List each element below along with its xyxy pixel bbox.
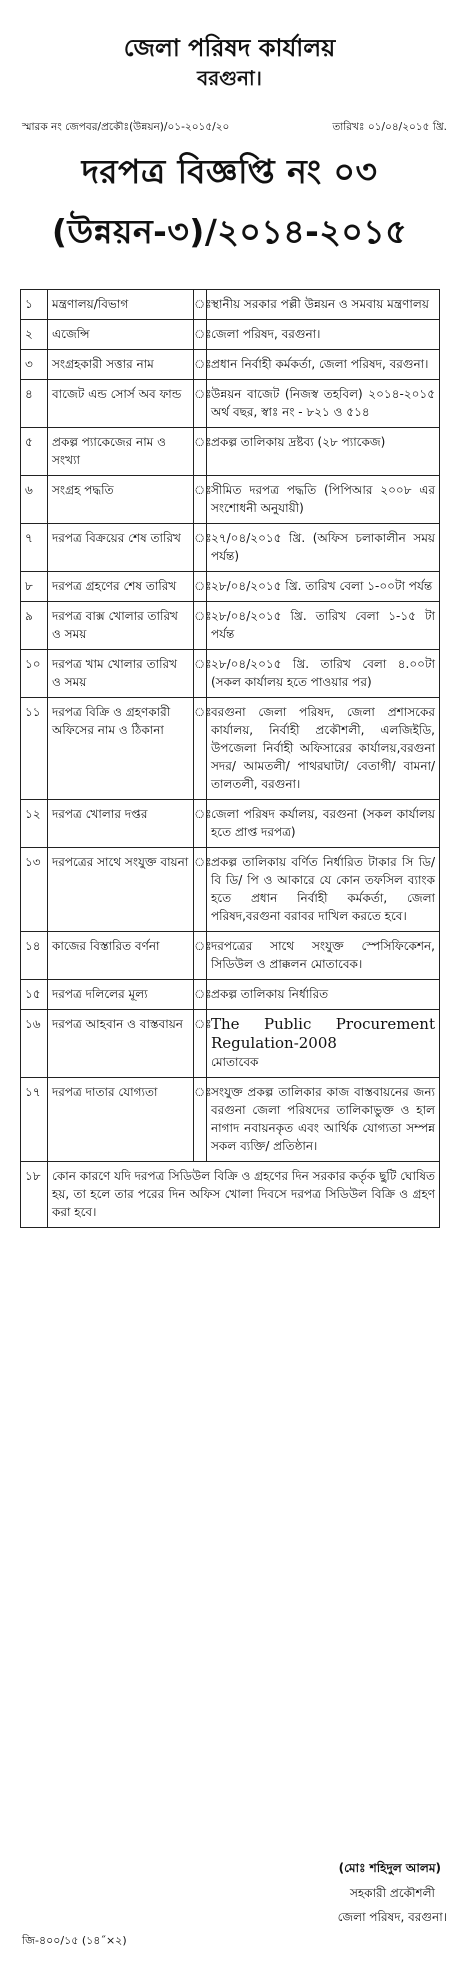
row-serial: ১৫: [21, 980, 48, 1010]
row-value-suffix: মোতাবেক: [211, 1054, 259, 1069]
row-label: দরপত্রের সাথে সংযুক্ত বায়না: [48, 848, 194, 932]
signatory-title: সহকারী প্রকৌশলী: [349, 1886, 435, 1900]
row-label: এজেন্সি: [48, 320, 194, 350]
row-colon: ঃ: [194, 698, 207, 800]
row-colon: ঃ: [194, 932, 207, 980]
row-colon: ঃ: [194, 320, 207, 350]
row-colon: ঃ: [194, 848, 207, 932]
row-colon: ঃ: [194, 290, 207, 320]
row-label: দরপত্র দাতার যোগ্যতা: [48, 1077, 194, 1161]
row-value: ২৮/০৪/২০১৫ খ্রি. তারিখ বেলা ১-১৫ টা পর্যন্ত: [207, 602, 440, 650]
table-row: [21, 350, 440, 380]
table-row: [21, 800, 440, 848]
notice-subtitle: (উন্নয়ন-৩)/২০১৪-২০১৫: [51, 212, 408, 251]
table-row: [21, 524, 440, 572]
table-row: [21, 428, 440, 476]
row-label: দরপত্র বাক্স খোলার তারিখ ও সময়: [48, 602, 194, 650]
memo-number: স্মারক নং জেপবর/প্রকৌঃ(উন্নয়ন)/০১-২০১৫/২০: [22, 121, 230, 133]
row-colon: ঃ: [194, 476, 207, 524]
table-row: [21, 650, 440, 698]
row-serial: ১৭: [21, 1077, 48, 1161]
table-row: [21, 848, 440, 932]
row-serial: ২: [21, 320, 48, 350]
table-row: [21, 932, 440, 980]
row-colon: ঃ: [194, 1010, 207, 1078]
row-colon: ঃ: [194, 602, 207, 650]
row-colon: ঃ: [194, 524, 207, 572]
row-label: দরপত্র খাম খোলার তারিখ ও সময়: [48, 650, 194, 698]
tender-details-table: [20, 289, 440, 1228]
row-serial: ১২: [21, 800, 48, 848]
row-serial: ৮: [21, 572, 48, 602]
row-label: দরপত্র দলিলের মূল্য: [48, 980, 194, 1010]
signatory-office: জেলা পরিষদ, বরগুনা।: [337, 1910, 447, 1924]
memo-date: তারিখঃ ০১/০৪/২০১৫ খ্রি.: [332, 121, 447, 133]
table-row: [21, 380, 440, 428]
row-serial: ৭: [21, 524, 48, 572]
row-value: জেলা পরিষদ, বরগুনা।: [207, 320, 440, 350]
row-value: সীমিত দরপত্র পদ্ধতি (পিপিআর ২০০৮ এর সংশোধনী অনুযায়ী): [207, 476, 440, 524]
row-note-text: কোন কারণে যদি দরপত্র সিডিউল বিক্রি ও গ্রহণের দিন সরকার কর্তৃক ছুটি ঘোষিত হয়, তা হলে তার পরের দিন অফিস খোলা দিবসে দরপত্র সিডিউল বিক্রি ও গ্রহণ করা হবে।: [48, 1161, 440, 1227]
row-value: জেলা পরিষদ কর্যালয়, বরগুনা (সকল কার্যালয় হতে প্রাপ্ত দরপত্র): [207, 800, 440, 848]
row-value: সংযুক্ত প্রকল্প তালিকার কাজ বাস্তবায়নের জন্য বরগুনা জেলা পরিষদের তালিকাভুক্ত ও হাল নাগাদ নবায়নকৃত এবং আর্থিক যোগ্যতা সম্পন্ন সকল ব্যক্তি/ প্রতিষ্ঠান।: [207, 1077, 440, 1161]
row-colon: ঃ: [194, 980, 207, 1010]
office-location: বরগুনা।: [197, 66, 262, 90]
table-row: [21, 602, 440, 650]
row-label: দরপত্র আহবান ও বাস্তবায়ন: [48, 1010, 194, 1078]
notice-title: দরপত্র বিজ্ঞপ্তি নং ০৩: [81, 152, 378, 191]
row-value: প্রকল্প তালিকায় নির্ধারিত: [207, 980, 440, 1010]
row-value: ২৮/০৪/২০১৫ খ্রি. তারিখ বেলা ১-০০টা পর্যন্ত: [207, 572, 440, 602]
row-serial: ১১: [21, 698, 48, 800]
row-value: বরগুনা জেলা পরিষদ, জেলা প্রশাসকের কার্যালয়, নির্বাহী প্রকৌশলী, এলজিইডি, উপজেলা নির্বাহী অফিসারের কার্যালয়,বরগুনা সদর/ আমতলী/ পাথরঘাটা/ বেতাগী/ বামনা/ তালতলী, বরগুনা।: [207, 698, 440, 800]
row-colon: ঃ: [194, 650, 207, 698]
row-serial: ৯: [21, 602, 48, 650]
table-row: [21, 980, 440, 1010]
row-label: দরপত্র খোলার দপ্তর: [48, 800, 194, 848]
row-value: ২৭/০৪/২০১৫ খ্রি. (অফিস চলাকালীন সময় পর্যন্ত): [207, 524, 440, 572]
row-colon: ঃ: [194, 1077, 207, 1161]
row-value: প্রকল্প তালিকায় বর্ণিত নির্ধারিত টাকার সি ডি/বি ডি/ পি ও আকারে যে কোন তফসিল ব্যাংক হতে প্রধান নির্বাহী কর্মকর্তা, জেলা পরিষদ,বরগুনা বরাবর দাখিল করতে হবে।: [207, 848, 440, 932]
row-label: বাজেট এন্ড সোর্স অব ফান্ড: [48, 380, 194, 428]
gazette-code: জি-৪০০/১৫ (১৪˝×২): [22, 1934, 127, 1947]
row-value: দরপত্রের সাথে সংযুক্ত স্পেসিফিকেশন, সিডিউল ও প্রাক্কলন মোতাবেক।: [207, 932, 440, 980]
table-row: [21, 320, 440, 350]
office-name: জেলা পরিষদ কার্যালয়: [123, 34, 336, 62]
row-label: প্রকল্প প্যাকেজের নাম ও সংখ্যা: [48, 428, 194, 476]
row-label: মন্ত্রণালয়/বিভাগ: [48, 290, 194, 320]
row-label: কাজের বিস্তারিত বর্ণনা: [48, 932, 194, 980]
row-value: প্রকল্প তালিকায় দ্রষ্টব্য (২৮ প্যাকেজ): [207, 428, 440, 476]
signatory-name: (মোঃ শহিদুল আলম): [338, 1861, 441, 1875]
table-row-note: [21, 1161, 440, 1227]
row-serial: ১: [21, 290, 48, 320]
row-label: সংগ্রহ পদ্ধতি: [48, 476, 194, 524]
table-row: [21, 1010, 440, 1078]
row-serial: ১৮: [21, 1161, 48, 1227]
row-value: প্রধান নির্বাহী কর্মকর্তা, জেলা পরিষদ, বরগুনা।: [207, 350, 440, 380]
row-serial: ১৪: [21, 932, 48, 980]
row-value: ২৮/০৪/২০১৫ খ্রি. তারিখ বেলা ৪.০০টা (সকল কার্যালয় হতে পাওয়ার পর): [207, 650, 440, 698]
row-serial: ৩: [21, 350, 48, 380]
row-colon: ঃ: [194, 428, 207, 476]
row-serial: ১০: [21, 650, 48, 698]
table-row: [21, 698, 440, 800]
row-value: উন্নয়ন বাজেট (নিজস্ব তহবিল) ২০১৪-২০১৫ অর্থ বছর, স্বাঃ নং - ৮২১ ও ৫১৪: [207, 380, 440, 428]
row-serial: ৫: [21, 428, 48, 476]
row-label: দরপত্র বিক্রয়ের শেষ তারিখ: [48, 524, 194, 572]
row-value: [207, 1010, 440, 1078]
row-serial: ১৬: [21, 1010, 48, 1078]
row-label: দরপত্র বিক্রি ও গ্রহণকারী অফিসের নাম ও ঠিকানা: [48, 698, 194, 800]
row-colon: ঃ: [194, 800, 207, 848]
row-label: সংগ্রহকারী সত্তার নাম: [48, 350, 194, 380]
row-colon: ঃ: [194, 572, 207, 602]
row-value-english: The Public Procurement Regulation-2008: [211, 1015, 435, 1052]
row-serial: ৪: [21, 380, 48, 428]
row-colon: ঃ: [194, 350, 207, 380]
row-serial: ৬: [21, 476, 48, 524]
row-serial: ১৩: [21, 848, 48, 932]
table-row: [21, 1077, 440, 1161]
table-row: [21, 572, 440, 602]
row-colon: ঃ: [194, 380, 207, 428]
table-row: [21, 476, 440, 524]
row-value: স্থানীয় সরকার পল্লী উন্নয়ন ও সমবায় মন্ত্রণালয়: [207, 290, 440, 320]
table-row: [21, 290, 440, 320]
row-label: দরপত্র গ্রহণের শেষ তারিখ: [48, 572, 194, 602]
